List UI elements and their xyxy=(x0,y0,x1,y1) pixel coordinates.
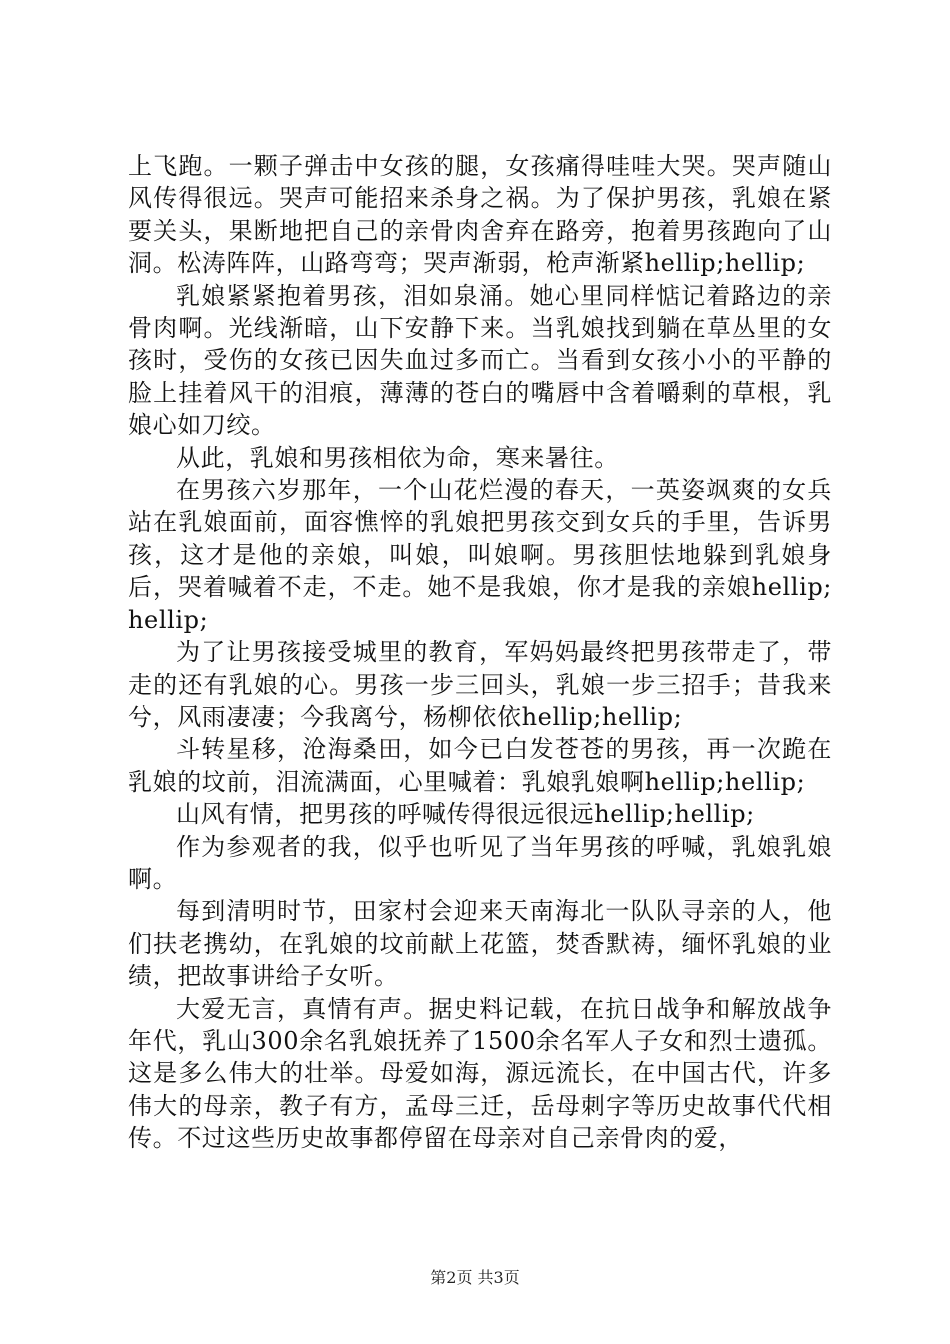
document-body xyxy=(128,150,832,1155)
paragraph-10: 大爱无言，真情有声。据史料记载，在抗日战争和解放战争年代，乳山300余名乳娘抚养了1500余名军人子女和烈士遗孤。这是多么伟大的壮举。母爱如海，源远流长，在中国古代，许多伟大的母亲，教子有方，孟母三迁，岳母刺字等历史故事代代相传。不过这些历史故事都停留在母亲对自己亲骨肉的爱， xyxy=(128,994,832,1153)
paragraph-6: 斗转星移，沧海桑田，如今已白发苍苍的男孩，再一次跪在乳娘的坟前，泪流满面，心里喊着：乳娘乳娘啊hellip;hellip; xyxy=(128,735,832,796)
paragraph-5: 为了让男孩接受城里的教育，军妈妈最终把男孩带走了，带走的还有乳娘的心。男孩一步三回头，乳娘一步三招手；昔我来兮，风雨凄凄；今我离兮，杨柳依依hellip;hellip; xyxy=(128,638,832,731)
paragraph-2: 乳娘紧紧抱着男孩，泪如泉涌。她心里同样惦记着路边的亲骨肉啊。光线渐暗，山下安静下来。当乳娘找到躺在草丛里的女孩时，受伤的女孩已因失血过多而亡。当看到女孩小小的平静的脸上挂着风干的泪痕，薄薄的苍白的嘴唇中含着嚼剩的草根，乳娘心如刀绞。 xyxy=(128,281,832,440)
page-number-label: 第2页 共3页 xyxy=(430,1268,520,1287)
paragraph-4: 在男孩六岁那年，一个山花烂漫的春天，一英姿飒爽的女兵站在乳娘面前，面容憔悴的乳娘把男孩交到女兵的手里，告诉男孩，这才是他的亲娘，叫娘，叫娘啊。男孩胆怯地躲到乳娘身后，哭着喊着不走，不走。她不是我娘，你才是我的亲娘hellip;hellip; xyxy=(128,476,832,634)
page-footer xyxy=(0,1268,950,1288)
paragraph-8: 作为参观者的我，似乎也听见了当年男孩的呼喊，乳娘乳娘啊。 xyxy=(128,832,832,893)
paragraph-3: 从此，乳娘和男孩相依为命，寒来暑往。 xyxy=(176,443,619,472)
paragraph-9: 每到清明时节，田家村会迎来天南海北一队队寻亲的人，他们扶老携幼，在乳娘的坟前献上花篮，焚香默祷，缅怀乳娘的业绩，把故事讲给子女听。 xyxy=(128,897,832,991)
paragraph-1: 上飞跑。一颗子弹击中女孩的腿，女孩痛得哇哇大哭。哭声随山风传得很远。哭声可能招来杀身之祸。为了保护男孩，乳娘在紧要关头，果断地把自己的亲骨肉舍弃在路旁，抱着男孩跑向了山洞。松涛阵阵，山路弯弯；哭声渐弱，枪声渐紧hellip;hellip; xyxy=(128,152,832,278)
paragraph-7: 山风有情，把男孩的呼喊传得很远很远hellip;hellip; xyxy=(176,800,755,829)
